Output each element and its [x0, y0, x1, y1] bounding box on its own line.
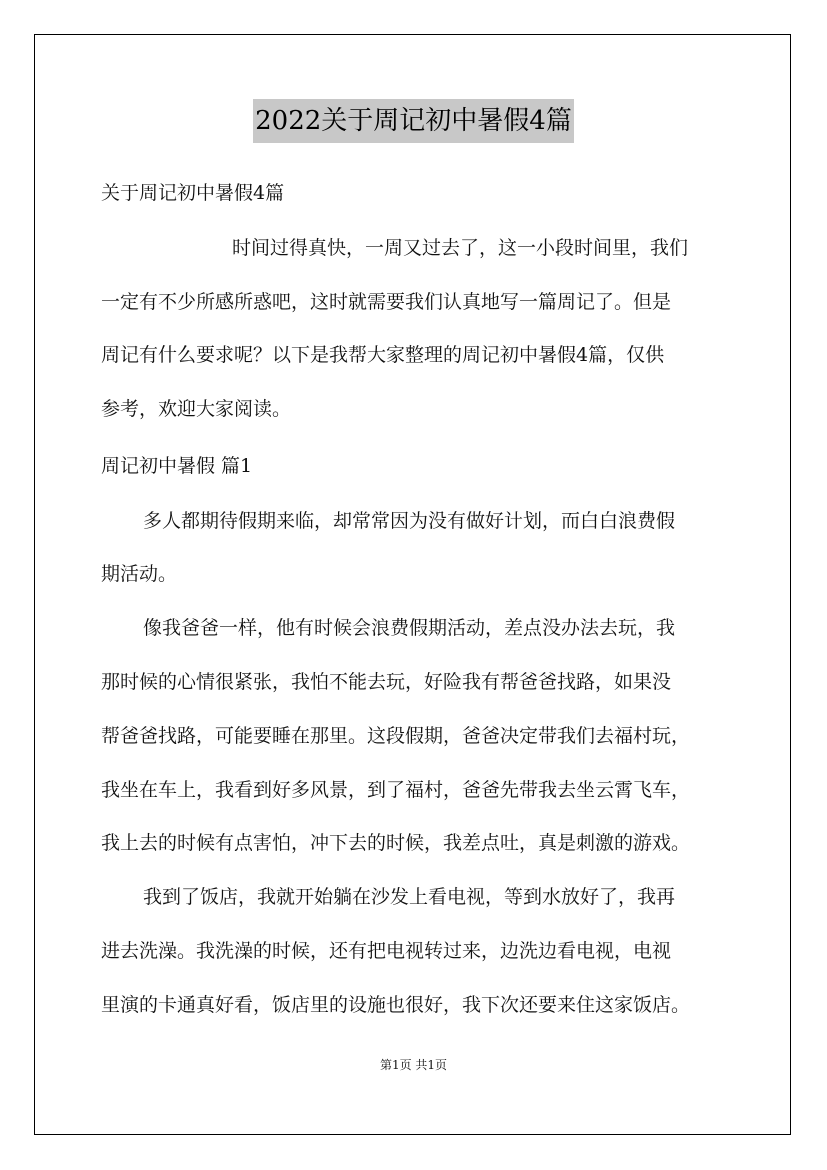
paragraph-line: 我到了饭店，我就开始躺在沙发上看电视，等到水放好了，我再	[143, 886, 676, 908]
document-title: 2022关于周记初中暑假4篇	[253, 99, 574, 143]
document-subtitle: 关于周记初中暑假4篇	[101, 182, 285, 204]
paragraph-line: 期活动。	[101, 563, 178, 585]
paragraph-line: 那时候的心情很紧张，我怕不能去玩，好险我有帮爸爸找路，如果没	[101, 671, 672, 693]
paragraph-line: 像我爸爸一样，他有时候会浪费假期活动，差点没办法去玩，我	[143, 617, 676, 639]
intro-line: 参考，欢迎大家阅读。	[101, 398, 292, 420]
page-footer: 第1页 共1页	[379, 1058, 448, 1072]
paragraph-line: 我坐在车上，我看到好多风景，到了福村，爸爸先带我去坐云霄飞车，	[101, 779, 691, 801]
intro-line: 时间过得真快，一周又过去了，这一小段时间里，我们	[232, 237, 689, 259]
paragraph-line: 帮爸爸找路，可能要睡在那里。这段假期，爸爸决定带我们去福村玩，	[101, 725, 691, 747]
title-wrap	[0, 99, 827, 143]
intro-line: 一定有不少所感所惑吧，这时就需要我们认真地写一篇周记了。但是	[101, 291, 672, 313]
intro-line: 周记有什么要求呢？以下是我帮大家整理的周记初中暑假4篇，仅供	[101, 344, 665, 366]
section-heading: 周记初中暑假 篇1	[101, 455, 253, 477]
paragraph-line: 我上去的时候有点害怕，冲下去的时候，我差点吐，真是刺激的游戏。	[101, 832, 691, 854]
paragraph-line: 多人都期待假期来临，却常常因为没有做好计划，而白白浪费假	[143, 510, 676, 532]
paragraph-line: 进去洗澡。我洗澡的时候，还有把电视转过来，边洗边看电视，电视	[101, 940, 672, 962]
paragraph-line: 里演的卡通真好看，饭店里的设施也很好，我下次还要来住这家饭店。	[101, 994, 691, 1016]
